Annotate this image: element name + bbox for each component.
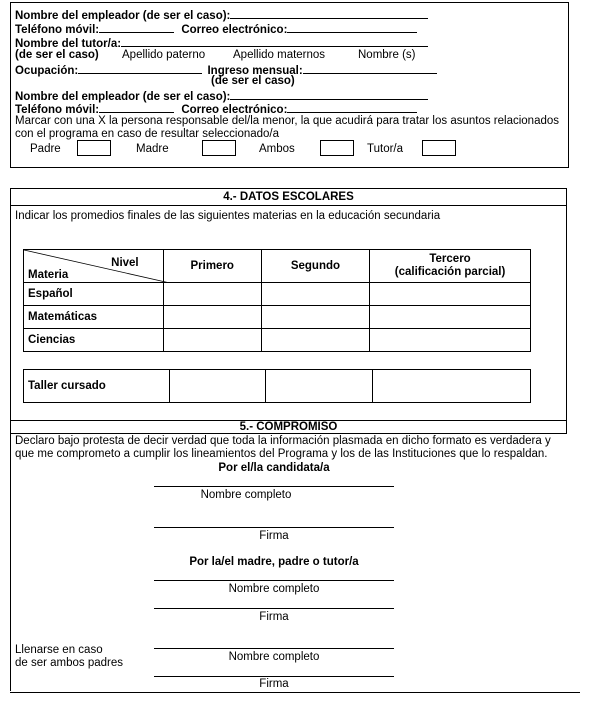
option-tutor-checkbox[interactable] bbox=[422, 140, 456, 156]
section5-bottom-line bbox=[10, 692, 580, 693]
fill-note-2: de ser ambos padres bbox=[15, 657, 124, 669]
second-parent-signature-label: Firma bbox=[259, 678, 289, 690]
parent-name-line[interactable] bbox=[154, 580, 394, 581]
responsible-instruction: Marcar con una X la persona responsable del/la menor, la que acudirá para tratar los asuntos relacionados bbox=[15, 115, 560, 127]
candidate-name-line[interactable] bbox=[154, 486, 394, 487]
employer-field-1[interactable] bbox=[230, 7, 428, 19]
tutor-case-label: (de ser el caso) bbox=[15, 49, 99, 61]
section4-title: 4.- DATOS ESCOLARES bbox=[223, 191, 354, 203]
mobile-field-2[interactable] bbox=[99, 101, 174, 113]
employer-field-2[interactable] bbox=[230, 88, 428, 100]
subject-matematicas: Matemáticas bbox=[24, 306, 164, 329]
taller-cell[interactable] bbox=[266, 370, 373, 403]
tutor-name-field[interactable] bbox=[121, 35, 428, 47]
header-tercero-sub: (calificación parcial) bbox=[394, 266, 506, 278]
taller-table bbox=[23, 369, 531, 403]
candidate-signature-label: Firma bbox=[259, 530, 289, 542]
nivel-materia-cell bbox=[24, 250, 164, 283]
email-field-2[interactable] bbox=[287, 101, 417, 113]
option-padre-checkbox[interactable] bbox=[77, 140, 111, 156]
fill-note-1: Llenarse en caso bbox=[15, 644, 103, 656]
grade-cell[interactable] bbox=[370, 306, 531, 329]
commitment-text-1: Declaro bajo protesta de decir verdad que toda la información plasmada en dicho formato es verdadera y bbox=[15, 435, 551, 447]
header-materia: Materia bbox=[28, 269, 69, 281]
col-materno-label: Apellido maternos bbox=[233, 49, 326, 61]
grade-cell[interactable] bbox=[163, 306, 261, 329]
grades-table bbox=[23, 249, 531, 352]
grade-cell[interactable] bbox=[163, 329, 261, 352]
grades-header-row bbox=[24, 250, 531, 283]
parent-signature-line[interactable] bbox=[154, 608, 394, 609]
income-field[interactable] bbox=[303, 62, 437, 74]
taller-label: Taller cursado bbox=[24, 370, 170, 403]
employer-label-1: Nombre del empleador (de ser el caso): bbox=[15, 7, 428, 22]
taller-cell[interactable] bbox=[372, 370, 530, 403]
col-nombres-label: Nombre (s) bbox=[358, 49, 416, 61]
option-padre-label: Padre bbox=[30, 143, 61, 155]
table-row bbox=[24, 283, 531, 306]
second-parent-signature-line[interactable] bbox=[154, 676, 394, 677]
section5-title: 5.- COMPROMISO bbox=[239, 421, 338, 433]
section4-title-divider bbox=[10, 205, 567, 206]
taller-cell[interactable] bbox=[169, 370, 266, 403]
parent-heading: Por la/el madre, padre o tutor/a bbox=[189, 556, 359, 568]
section5-left-border bbox=[10, 421, 11, 691]
table-row bbox=[24, 370, 531, 403]
candidate-name-label: Nombre completo bbox=[200, 489, 292, 501]
second-parent-name-label: Nombre completo bbox=[228, 651, 320, 663]
grade-cell[interactable] bbox=[370, 329, 531, 352]
header-segundo: Segundo bbox=[261, 250, 369, 283]
mobile-field-1[interactable] bbox=[99, 21, 174, 33]
grade-cell[interactable] bbox=[163, 283, 261, 306]
option-madre-label: Madre bbox=[136, 143, 169, 155]
email-field-1[interactable] bbox=[287, 21, 417, 33]
grade-cell[interactable] bbox=[370, 283, 531, 306]
header-nivel: Nivel bbox=[111, 257, 139, 269]
col-paterno-label: Apellido paterno bbox=[122, 49, 206, 61]
parent-signature-label: Firma bbox=[259, 611, 289, 623]
grade-cell[interactable] bbox=[261, 283, 369, 306]
header-primero: Primero bbox=[163, 250, 261, 283]
mobile-row-2: Teléfono móvil: Correo electrónico: bbox=[15, 101, 417, 116]
candidate-heading: Por el/la candidata/a bbox=[218, 462, 330, 474]
grade-cell[interactable] bbox=[261, 306, 369, 329]
candidate-signature-line[interactable] bbox=[154, 527, 394, 528]
subject-espanol: Español bbox=[24, 283, 164, 306]
section4-intro: Indicar los promedios finales de las siguientes materias en la educación secundaria bbox=[15, 210, 441, 222]
tutor-name-row: Nombre del tutor/a: bbox=[15, 35, 428, 50]
grade-cell[interactable] bbox=[261, 329, 369, 352]
header-tercero bbox=[370, 250, 531, 283]
income-case-label: (de ser el caso) bbox=[211, 75, 295, 87]
responsible-instruction-2: con el programa en caso de resultar seleccionado/a bbox=[15, 128, 280, 140]
option-madre-checkbox[interactable] bbox=[202, 140, 236, 156]
parent-name-label: Nombre completo bbox=[228, 583, 320, 595]
employer-label-2: Nombre del empleador (de ser el caso): bbox=[15, 88, 428, 103]
commitment-text-2: que me comprometo a cumplir los lineamientos del Programa y los de las Instituciones que lo respaldan. bbox=[15, 448, 548, 460]
option-ambos-label: Ambos bbox=[259, 143, 295, 155]
table-row bbox=[24, 306, 531, 329]
option-ambos-checkbox[interactable] bbox=[320, 140, 354, 156]
header-tercero-label: Tercero bbox=[429, 253, 471, 265]
table-row bbox=[24, 329, 531, 352]
second-parent-name-line[interactable] bbox=[154, 648, 394, 649]
subject-ciencias: Ciencias bbox=[24, 329, 164, 352]
option-tutor-label: Tutor/a bbox=[367, 143, 404, 155]
mobile-row-1: Teléfono móvil: Correo electrónico: bbox=[15, 21, 417, 36]
section5-title-divider bbox=[10, 433, 567, 434]
occupation-field[interactable] bbox=[78, 62, 202, 74]
occupation-row: Ocupación: Ingreso mensual: bbox=[15, 62, 437, 77]
